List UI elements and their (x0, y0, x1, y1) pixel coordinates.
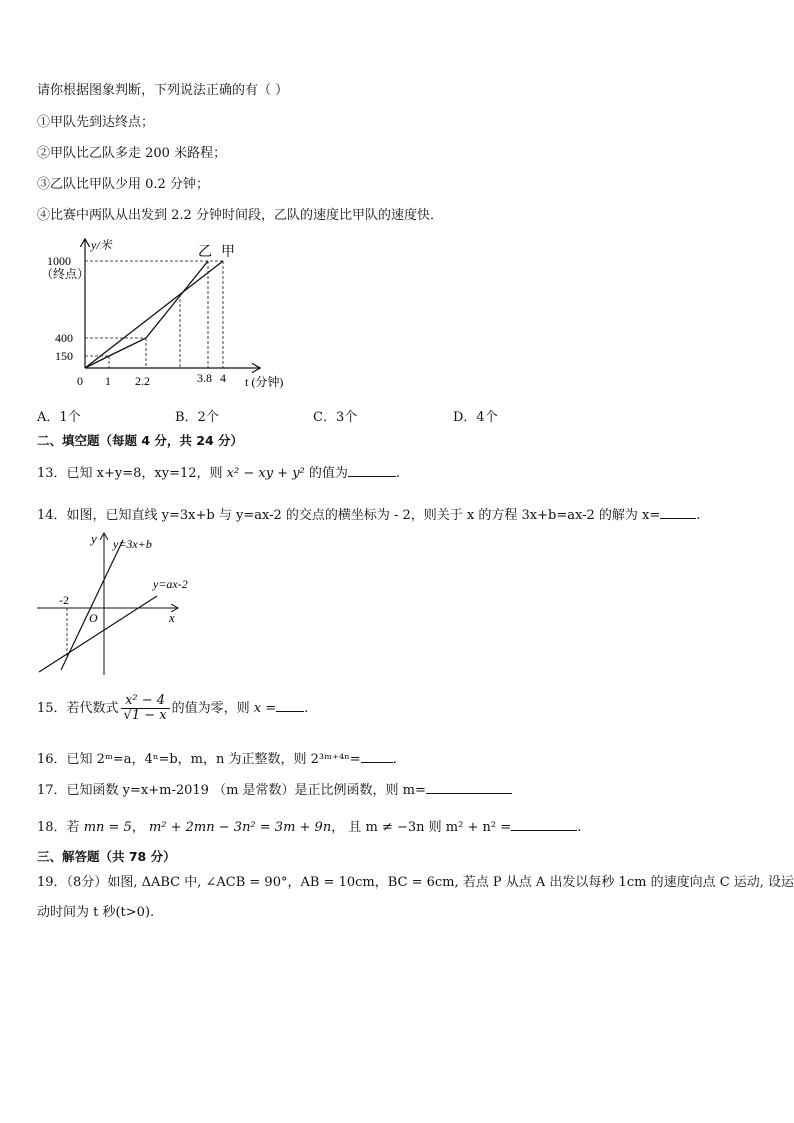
origin-label: O (89, 611, 98, 625)
y-tick-400: 400 (55, 331, 73, 345)
x-tick-3.8: 3.8 (197, 371, 212, 385)
line2-label: y=ax-2 (153, 577, 188, 591)
x-tick-4: 4 (220, 371, 226, 385)
question-18: 18．若 mn = 5， m² + 2mn − 3n² = 3m + 9n， 且 m ≠ −3n 则 m² + n² = . (37, 817, 581, 837)
line-ax-minus-2 (39, 596, 157, 672)
option-b: B．2个 (175, 410, 219, 425)
section-3-heading: 三、解答题（共 78 分） (37, 849, 176, 864)
line-3x-plus-b (61, 540, 123, 670)
section-2-heading: 二、填空题（每题 4 分，共 24 分） (37, 433, 244, 448)
y-tick-1000: 1000 (47, 254, 71, 268)
series-jia-line (85, 261, 223, 368)
question-15: 15．若代数式 $\frac{\text{x² − 4}}{√1 - x}$ 的值为零，则 x = . (37, 693, 309, 723)
q15-fraction: $\frac{\text{x² − 4}}{√1 - x}$ (121, 694, 170, 723)
option-d: D．4个 (453, 410, 498, 425)
statement-4: ④比赛中两队从出发到 2.2 分钟时间段，乙队的速度比甲队的速度快． (37, 208, 443, 223)
x-tick-2.2: 2.2 (135, 374, 150, 388)
x-axis-label: t (分钟) (245, 375, 284, 389)
y-axis-label: y (91, 531, 97, 546)
question-intro: 请你根据图象判断，下列说法正确的有（ ） (37, 83, 289, 98)
line1-label: y=3x+b (113, 537, 152, 551)
option-a: A．1个 (37, 410, 81, 425)
statement-1: ①甲队先到达终点； (37, 115, 155, 130)
x-axis-label: x (169, 610, 175, 625)
distance-time-graph (37, 232, 337, 397)
statement-3: ③乙队比甲队少用 0.2 分钟； (37, 177, 209, 192)
question-16: 16．已知 2ᵐ=a，4ⁿ=b，m，n 为正整数，则 2³ᵐ⁺⁴ⁿ= . (37, 749, 397, 769)
y-axis-label: y/米 (91, 238, 112, 252)
x-tick-1: 1 (105, 374, 111, 388)
series-yi-line (85, 261, 208, 368)
q13-expression: x² − xy + y² (226, 466, 305, 481)
series-jia-label: 甲 (221, 245, 235, 260)
neg-two-label: -2 (59, 593, 69, 607)
question-17: 17．已知函数 y=x+m-2019 （m 是常数）是正比例函数，则 m= (37, 780, 512, 800)
finish-label: （终点） (41, 267, 90, 281)
intersecting-lines-graph (35, 530, 215, 680)
x-tick-0: 0 (77, 374, 83, 388)
question-19-line-1: 19．（8分）如图, ΔABC 中, ∠ACB = 90°，AB = 10cm，BC = 6cm, 若点 P 从点 A 出发以每秒 1cm 的速度向点 C 运动, 设运 (37, 875, 794, 890)
series-yi-label: 乙 (198, 245, 212, 260)
question-14: 14．如图，已知直线 y=3x+b 与 y=ax-2 的交点的横坐标为 - 2，则关于 x 的方程 3x+b=ax-2 的解为 x= . (37, 505, 700, 525)
statement-2: ②甲队比乙队多走 200 米路程； (37, 146, 227, 161)
question-19-line-2: 动时间为 t 秒(t>0). (37, 905, 155, 920)
question-13: 13．已知 x+y=8，xy=12，则 x² − xy + y² 的值为 . (37, 463, 400, 483)
y-tick-150: 150 (55, 349, 73, 363)
option-c: C．3个 (313, 410, 358, 425)
